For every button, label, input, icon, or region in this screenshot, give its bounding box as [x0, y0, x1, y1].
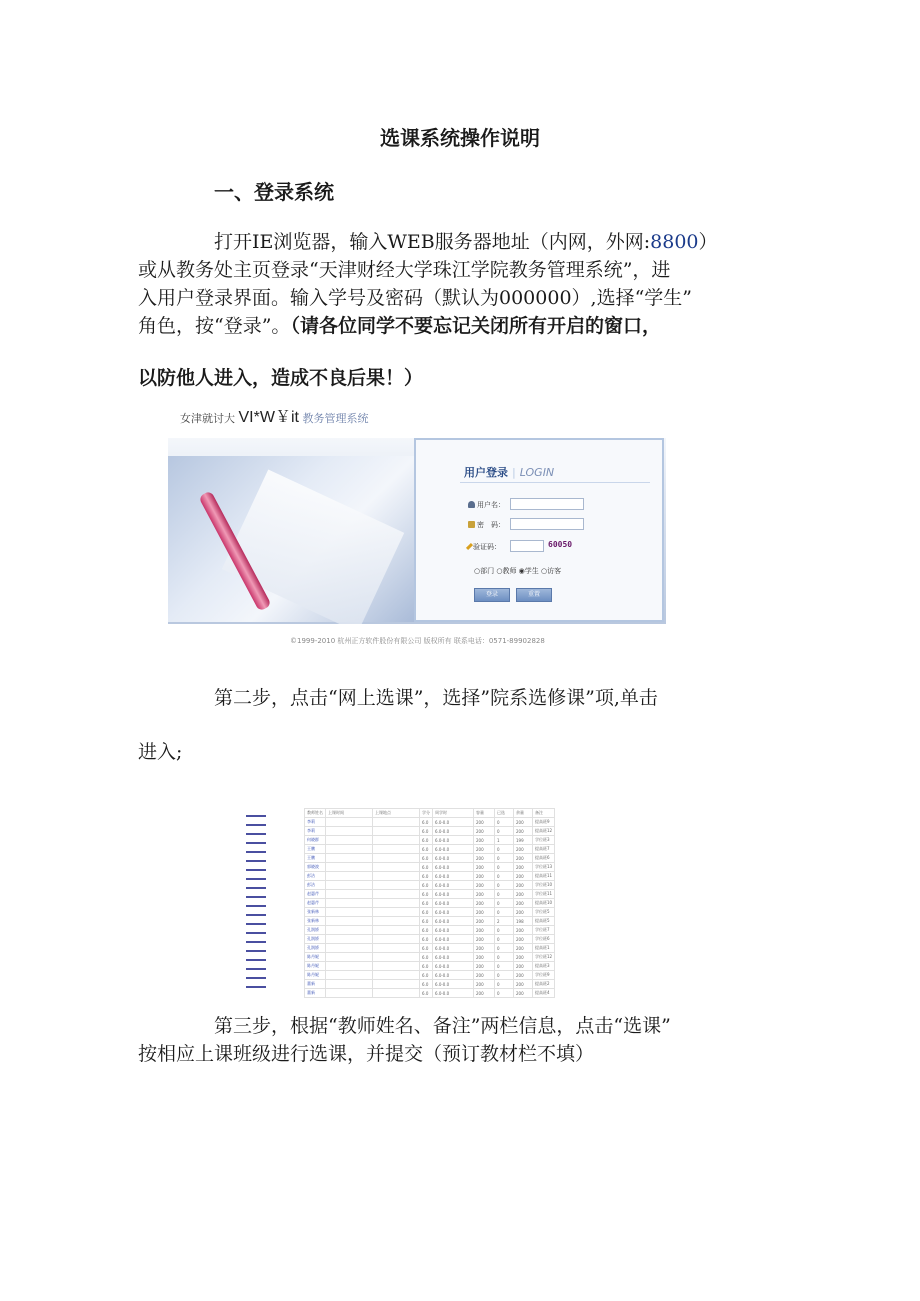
table-cell: 6.0-0.0	[433, 872, 474, 881]
table-cell: 200	[514, 944, 533, 953]
table-row[interactable]	[305, 863, 555, 872]
port-number: 8800	[650, 231, 699, 253]
table-cell: 0	[495, 845, 514, 854]
lock-icon	[468, 521, 475, 528]
table-cell: 6.0	[420, 899, 433, 908]
table-cell: 200	[514, 890, 533, 899]
table-cell: 200	[514, 881, 533, 890]
table-cell: 6.0	[420, 944, 433, 953]
teacher-name-cell[interactable]: 陈丹妮	[305, 971, 326, 980]
table-cell: 6.0	[420, 917, 433, 926]
table-cell: 0	[495, 944, 514, 953]
table-cell: 提高班3	[533, 962, 555, 971]
table-cell: 6.0-0.0	[433, 836, 474, 845]
column-header: 教师姓名	[305, 809, 326, 818]
table-cell: 0	[495, 890, 514, 899]
sidebar-menu	[246, 815, 266, 995]
table-cell	[326, 836, 373, 845]
table-cell: 6.0-0.0	[433, 935, 474, 944]
table-row[interactable]	[305, 962, 555, 971]
teacher-name-cell[interactable]: 彭洁	[305, 881, 326, 890]
teacher-name-cell[interactable]: 彭洁	[305, 872, 326, 881]
table-cell: 0	[495, 980, 514, 989]
table-cell: 提高班2	[533, 980, 555, 989]
table-cell: 200	[474, 971, 495, 980]
table-cell: 6.0-0.0	[433, 881, 474, 890]
teacher-name-cell[interactable]: 董新	[305, 989, 326, 998]
table-cell	[373, 890, 420, 899]
table-row[interactable]	[305, 971, 555, 980]
table-row[interactable]	[305, 908, 555, 917]
sidebar-item[interactable]	[246, 896, 266, 898]
table-cell: 200	[474, 890, 495, 899]
table-cell: 200	[474, 899, 495, 908]
page-title: 选课系统操作说明	[380, 126, 540, 150]
table-cell: 6.0	[420, 836, 433, 845]
table-cell: 0	[495, 989, 514, 998]
table-cell: 6.0-0.0	[433, 890, 474, 899]
table-cell: 0	[495, 935, 514, 944]
table-cell: 6.0	[420, 980, 433, 989]
login-title-cn: 用户登录	[464, 466, 508, 479]
table-cell: 6.0	[420, 818, 433, 827]
table-cell: 6.0	[420, 845, 433, 854]
table-cell: 6.0	[420, 890, 433, 899]
para1-line4: 角色，按“登录”。	[138, 315, 291, 337]
captcha-label-text: 验证码：	[473, 543, 501, 551]
sidebar-item[interactable]	[246, 887, 266, 889]
teacher-name-cell[interactable]: 陈丹妮	[305, 953, 326, 962]
table-cell: 6.0	[420, 989, 433, 998]
sidebar-item[interactable]	[246, 869, 266, 871]
teacher-name-cell[interactable]: 陈丹妮	[305, 962, 326, 971]
user-icon	[468, 501, 475, 508]
table-cell: 0	[495, 926, 514, 935]
table-cell: 200	[474, 980, 495, 989]
table-cell: 6.0-0.0	[433, 971, 474, 980]
table-cell	[373, 827, 420, 836]
decorative-banner	[168, 456, 416, 622]
table-cell: 200	[514, 926, 533, 935]
table-cell: 6.0	[420, 854, 433, 863]
table-cell: 200	[474, 917, 495, 926]
table-cell: 200	[514, 971, 533, 980]
table-cell: 0	[495, 899, 514, 908]
captcha-input[interactable]	[510, 540, 544, 552]
sidebar-item[interactable]	[246, 950, 266, 952]
table-row[interactable]	[305, 881, 555, 890]
para1-line3: 入用户登录界面。输入学号及密码（默认为000000）,选择“学生”	[138, 287, 692, 309]
username-label	[468, 500, 505, 510]
table-cell	[326, 962, 373, 971]
section-heading-login: 一、登录系统	[214, 180, 334, 204]
paragraph-step2	[138, 684, 788, 712]
table-cell: 学位班12	[533, 953, 555, 962]
table-cell: 提高班10	[533, 899, 555, 908]
login-title-en: LOGIN	[519, 466, 555, 479]
login-button[interactable]: 登录	[474, 588, 510, 602]
table-cell: 提高班12	[533, 827, 555, 836]
table-cell: 200	[474, 944, 495, 953]
sidebar-item[interactable]	[246, 941, 266, 943]
column-header: 上课地点	[373, 809, 420, 818]
sidebar-item[interactable]	[246, 815, 266, 817]
teacher-name-cell[interactable]: 孔润娇	[305, 944, 326, 953]
pencil-icon	[466, 543, 473, 550]
table-cell	[373, 989, 420, 998]
reset-button[interactable]: 重置	[516, 588, 552, 602]
paragraph-login-instructions	[138, 228, 788, 340]
table-cell	[326, 845, 373, 854]
table-cell: 200	[514, 872, 533, 881]
brand-small-text: 女津就讨大	[180, 412, 235, 425]
password-input[interactable]	[510, 518, 584, 530]
table-cell: 学位班13	[533, 863, 555, 872]
table-cell: 6.0-0.0	[433, 917, 474, 926]
table-cell: 200	[474, 854, 495, 863]
table-cell	[326, 971, 373, 980]
table-cell	[373, 845, 420, 854]
table-cell: 200	[474, 908, 495, 917]
table-cell: 200	[474, 872, 495, 881]
table-cell: 6.0-0.0	[433, 863, 474, 872]
column-header: 周学时	[433, 809, 474, 818]
table-cell: 200	[474, 935, 495, 944]
table-row[interactable]	[305, 818, 555, 827]
table-row[interactable]	[305, 944, 555, 953]
table-row[interactable]	[305, 836, 555, 845]
table-cell	[373, 962, 420, 971]
table-cell	[373, 944, 420, 953]
table-cell: 学位班11	[533, 890, 555, 899]
teacher-name-cell[interactable]: 张新林	[305, 908, 326, 917]
table-row[interactable]	[305, 845, 555, 854]
para1-line1: 打开IE浏览器，输入WEB服务器地址（内网，外网:	[214, 231, 651, 253]
course-table-body	[305, 818, 555, 998]
table-cell: 提高班4	[533, 989, 555, 998]
table-cell: 0	[495, 971, 514, 980]
sidebar-item[interactable]	[246, 860, 266, 862]
table-cell: 提高班9	[533, 818, 555, 827]
table-cell: 6.0	[420, 872, 433, 881]
table-cell: 0	[495, 818, 514, 827]
table-cell: 200	[474, 863, 495, 872]
sidebar-item[interactable]	[246, 959, 266, 961]
table-row[interactable]	[305, 890, 555, 899]
paragraph-step3	[138, 1012, 788, 1068]
table-row[interactable]	[305, 854, 555, 863]
sidebar-item[interactable]	[246, 905, 266, 907]
table-cell: 学位班10	[533, 881, 555, 890]
table-cell	[373, 863, 420, 872]
table-row[interactable]	[305, 827, 555, 836]
table-cell	[326, 863, 373, 872]
captcha-image: 60050	[548, 540, 573, 549]
table-cell: 0	[495, 872, 514, 881]
column-header: 学分	[420, 809, 433, 818]
table-cell: 6.0-0.0	[433, 908, 474, 917]
table-cell: 200	[474, 953, 495, 962]
table-cell: 学位班9	[533, 971, 555, 980]
table-cell	[326, 827, 373, 836]
para3-line1: 第三步，根据“教师姓名、备注”两栏信息，点击“选课”	[214, 1015, 671, 1037]
para2-line2: 进入;	[138, 741, 183, 763]
table-cell: 6.0	[420, 962, 433, 971]
table-cell: 6.0	[420, 926, 433, 935]
table-cell	[326, 917, 373, 926]
divider	[460, 482, 650, 483]
table-cell: 200	[514, 980, 533, 989]
table-cell: 6.0-0.0	[433, 854, 474, 863]
table-cell: 学位班7	[533, 926, 555, 935]
table-cell	[326, 980, 373, 989]
table-cell: 6.0-0.0	[433, 989, 474, 998]
sidebar-item[interactable]	[246, 932, 266, 934]
table-cell: 200	[514, 989, 533, 998]
table-cell: 200	[474, 989, 495, 998]
column-header: 余量	[514, 809, 533, 818]
teacher-name-cell[interactable]: 孔润娇	[305, 935, 326, 944]
brand-system-name: 教务管理系统	[302, 412, 369, 425]
table-cell	[373, 899, 420, 908]
table-row[interactable]	[305, 926, 555, 935]
table-cell	[373, 872, 420, 881]
brand-logo-text: VI*W￥it	[238, 409, 299, 426]
table-cell	[326, 881, 373, 890]
username-input[interactable]	[510, 498, 584, 510]
sidebar-item[interactable]	[246, 878, 266, 880]
table-row[interactable]	[305, 872, 555, 881]
table-cell: 200	[514, 953, 533, 962]
table-cell	[373, 881, 420, 890]
table-cell: 200	[514, 827, 533, 836]
table-cell: 2	[495, 917, 514, 926]
table-cell: 0	[495, 854, 514, 863]
table-cell: 6.0-0.0	[433, 962, 474, 971]
teacher-name-cell[interactable]: 张新林	[305, 917, 326, 926]
teacher-name-cell[interactable]: 王鹏	[305, 854, 326, 863]
para2-line1: 第二步，点击“网上选课”，选择”院系选修课”项,单击	[214, 687, 658, 709]
table-cell	[373, 980, 420, 989]
table-cell	[326, 908, 373, 917]
table-cell: 6.0	[420, 863, 433, 872]
table-cell: 提高班11	[533, 872, 555, 881]
table-cell	[326, 926, 373, 935]
table-cell: 200	[514, 908, 533, 917]
table-row[interactable]	[305, 980, 555, 989]
sidebar-item[interactable]	[246, 842, 266, 844]
table-cell: 198	[514, 917, 533, 926]
brand-header	[180, 404, 368, 427]
para3-line2: 按相应上课班级进行选课，并提交（预订教材栏不填）	[138, 1043, 595, 1065]
table-cell: 6.0-0.0	[433, 926, 474, 935]
table-cell: 6.0	[420, 881, 433, 890]
teacher-name-cell[interactable]: 赵惠芹	[305, 890, 326, 899]
column-header: 备注	[533, 809, 555, 818]
table-cell	[326, 944, 373, 953]
table-cell: 6.0	[420, 971, 433, 980]
column-header: 已选	[495, 809, 514, 818]
teacher-name-cell[interactable]: 李莉	[305, 818, 326, 827]
table-cell: 6.0	[420, 935, 433, 944]
paper-illustration	[222, 469, 404, 624]
table-cell: 200	[514, 962, 533, 971]
teacher-name-cell[interactable]: 李莉	[305, 827, 326, 836]
table-cell: 200	[474, 881, 495, 890]
table-cell	[326, 890, 373, 899]
table-cell: 200	[514, 845, 533, 854]
table-cell: 6.0-0.0	[433, 953, 474, 962]
para1-line1-end: ）	[698, 231, 718, 253]
table-cell: 学位班3	[533, 836, 555, 845]
table-cell: 200	[474, 962, 495, 971]
copyright-footer: ©1999-2010 杭州正方软件股份有限公司 版权所有 联系电话：0571-89902828	[290, 637, 545, 645]
table-cell: 200	[474, 926, 495, 935]
table-cell	[373, 836, 420, 845]
sidebar-item[interactable]	[246, 824, 266, 826]
table-cell: 200	[514, 899, 533, 908]
table-cell	[373, 935, 420, 944]
table-row[interactable]	[305, 953, 555, 962]
password-label	[468, 520, 505, 530]
table-cell: 6.0-0.0	[433, 899, 474, 908]
sidebar-item[interactable]	[246, 851, 266, 853]
table-cell: 6.0	[420, 908, 433, 917]
table-cell	[326, 953, 373, 962]
table-cell: 0	[495, 827, 514, 836]
table-cell	[326, 854, 373, 863]
table-cell: 200	[514, 863, 533, 872]
table-cell: 提高班7	[533, 845, 555, 854]
table-cell: 200	[474, 845, 495, 854]
table-cell: 200	[474, 818, 495, 827]
table-cell: 6.0-0.0	[433, 845, 474, 854]
login-screenshot	[168, 438, 666, 624]
table-cell	[326, 872, 373, 881]
table-cell: 学位班6	[533, 935, 555, 944]
sidebar-item[interactable]	[246, 833, 266, 835]
table-cell: 0	[495, 881, 514, 890]
table-cell: 学位班5	[533, 908, 555, 917]
teacher-name-cell[interactable]: 何晓群	[305, 836, 326, 845]
table-cell: 提高班1	[533, 944, 555, 953]
table-cell	[373, 953, 420, 962]
sidebar-item[interactable]	[246, 986, 266, 988]
table-cell: 0	[495, 953, 514, 962]
table-cell: 0	[495, 863, 514, 872]
column-header: 上课时间	[326, 809, 373, 818]
table-row[interactable]	[305, 899, 555, 908]
table-cell: 6.0-0.0	[433, 818, 474, 827]
table-cell: 200	[514, 818, 533, 827]
sidebar-item[interactable]	[246, 914, 266, 916]
teacher-name-cell[interactable]: 郭晓波	[305, 863, 326, 872]
password-label-text: 密 码：	[477, 521, 505, 529]
login-panel-title: 用户登录 | LOGIN	[464, 466, 555, 479]
table-cell: 200	[474, 836, 495, 845]
captcha-label	[468, 542, 501, 552]
teacher-name-cell[interactable]: 董新	[305, 980, 326, 989]
table-cell	[326, 989, 373, 998]
table-cell: 6.0-0.0	[433, 980, 474, 989]
table-cell	[326, 899, 373, 908]
username-label-text: 用户名：	[477, 501, 505, 509]
table-cell: 0	[495, 908, 514, 917]
sidebar-item[interactable]	[246, 968, 266, 970]
table-cell	[373, 854, 420, 863]
table-cell: 1	[495, 836, 514, 845]
course-table	[304, 808, 555, 998]
para1-line2: 或从教务处主页登录“天津财经大学珠江学院教务管理系统”，进	[138, 259, 671, 281]
role-selector[interactable]: ○部门 ○教师 ◉学生 ○访客	[474, 567, 562, 575]
table-row[interactable]	[305, 917, 555, 926]
sidebar-item[interactable]	[246, 977, 266, 979]
teacher-name-cell[interactable]: 孔润娇	[305, 926, 326, 935]
teacher-name-cell[interactable]: 赵惠芹	[305, 899, 326, 908]
table-cell: 提高班5	[533, 917, 555, 926]
table-header-row	[305, 809, 555, 818]
table-cell: 6.0-0.0	[433, 944, 474, 953]
table-cell: 6.0-0.0	[433, 827, 474, 836]
column-header: 容量	[474, 809, 495, 818]
table-cell: 200	[514, 935, 533, 944]
login-panel	[414, 438, 664, 622]
table-cell: 提高班6	[533, 854, 555, 863]
table-row[interactable]	[305, 989, 555, 998]
table-cell: 199	[514, 836, 533, 845]
sidebar-item[interactable]	[246, 923, 266, 925]
table-cell: 6.0	[420, 953, 433, 962]
table-cell: 0	[495, 962, 514, 971]
table-row[interactable]	[305, 935, 555, 944]
warning-text-continued: 以防他人进入，造成不良后果！）	[138, 367, 424, 389]
table-cell	[373, 917, 420, 926]
table-cell: 6.0	[420, 827, 433, 836]
table-cell	[373, 908, 420, 917]
table-cell	[373, 818, 420, 827]
table-cell: 200	[474, 827, 495, 836]
table-cell	[373, 971, 420, 980]
table-cell	[373, 926, 420, 935]
warning-text: （请各位同学不要忘记关闭所有开启的窗口，	[290, 315, 661, 337]
table-cell	[326, 818, 373, 827]
teacher-name-cell[interactable]: 王鹏	[305, 845, 326, 854]
table-cell: 200	[514, 854, 533, 863]
table-cell	[326, 935, 373, 944]
